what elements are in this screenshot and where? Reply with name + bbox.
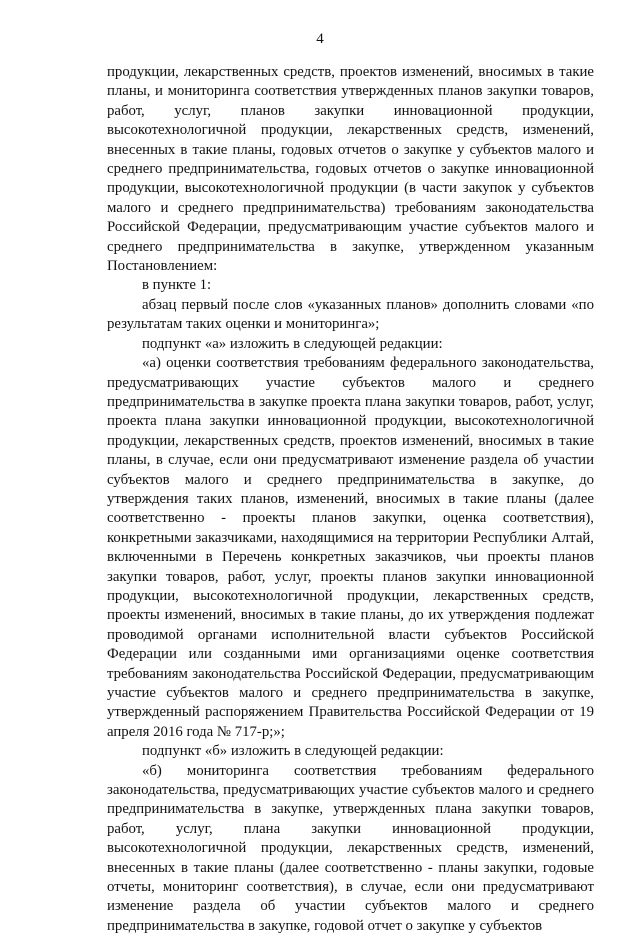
paragraph-4: подпункт «а» изложить в следующей редакции:: [142, 335, 443, 352]
paragraph-5: «а) оценки соответствия требованиям федерального законодательства, предусматривающих участие субъектов малого и среднего предпринимательства в закупке проекта плана закупки товаров, работ, услуг, проекта плана закупки инновационной продукции, высокотехнологичной продукции, лекарственных средств, проектов изменений, вносимых в такие планы, в случае, если они предусматривают изменение раздела об участии субъектов малого и среднего предпринимательства в закупке, до утверждения таких планов, изменений, вносимых в такие планы (далее соответственно - проекты планов закупки, оценка соответствия), конкретными заказчиками, находящимися на территории Республики Алтай, включенными в Перечень конкретных заказчиков, чьи проекты планов закупки товаров, работ, услуг, проекты планов закупки инновационной продукции, высокотехнологичной продукции, лекарственных средств, проекты изменений, вносимых в такие планы, до их утверждения подлежат проводимой органами исполнительной власти субъектов Российской Федерации или созданными ими организациями оценке соответствия требованиям законодательства Российской Федерации, предусматривающим участие субъектов малого и среднего предпринимательства в закупке, утвержденный распоряжением Правительства Российской Федерации от 19 апреля 2016 года № 717-р;»;: [107, 355, 594, 740]
paragraph-1: продукции, лекарственных средств, проектов изменений, вносимых в такие планы, и мониторинга соответствия утвержденных планов закупки товаров, работ, услуг, планов закупки инновационной продукции, высокотехнологичной продукции, лекарственных средств, изменений, внесенных в такие планы, годовых отчетов о закупке у субъектов малого и среднего предпринимательства, годовых отчетов о закупке инновационной продукции, высокотехнологичной продукции (в части закупок у субъектов малого и среднего предпринимательства) требованиям законодательства Российской Федерации, предусматривающим участие субъектов малого и среднего предпринимательства в закупке, утвержденном указанным Постановлением:: [107, 64, 594, 275]
paragraph-3: абзац первый после слов «указанных планов» дополнить словами «по результатам таких оценки и мониторинга»;: [107, 296, 594, 333]
paragraph-2: в пункте 1:: [142, 277, 212, 294]
paragraph-6: подпункт «б» изложить в следующей редакции:: [142, 743, 444, 760]
paragraph-7: «б) мониторинга соответствия требованиям федерального законодательства, предусматривающих участие субъектов малого и среднего предпринимательства в закупке, утвержденных плана закупки товаров, работ, услуг, плана закупки инновационной продукции, высокотехнологичной продукции, лекарственных средств, изменений, внесенных в такие планы (далее соответственно - планы закупки, годовые отчеты, мониторинг соответствия), в случае, если они предусматривают изменение раздела об участии субъектов малого и среднего предпринимательства в закупке, годовой отчет о закупке у субъектов: [107, 762, 594, 934]
document-body: [107, 63, 594, 936]
page-number: 4: [316, 31, 324, 47]
